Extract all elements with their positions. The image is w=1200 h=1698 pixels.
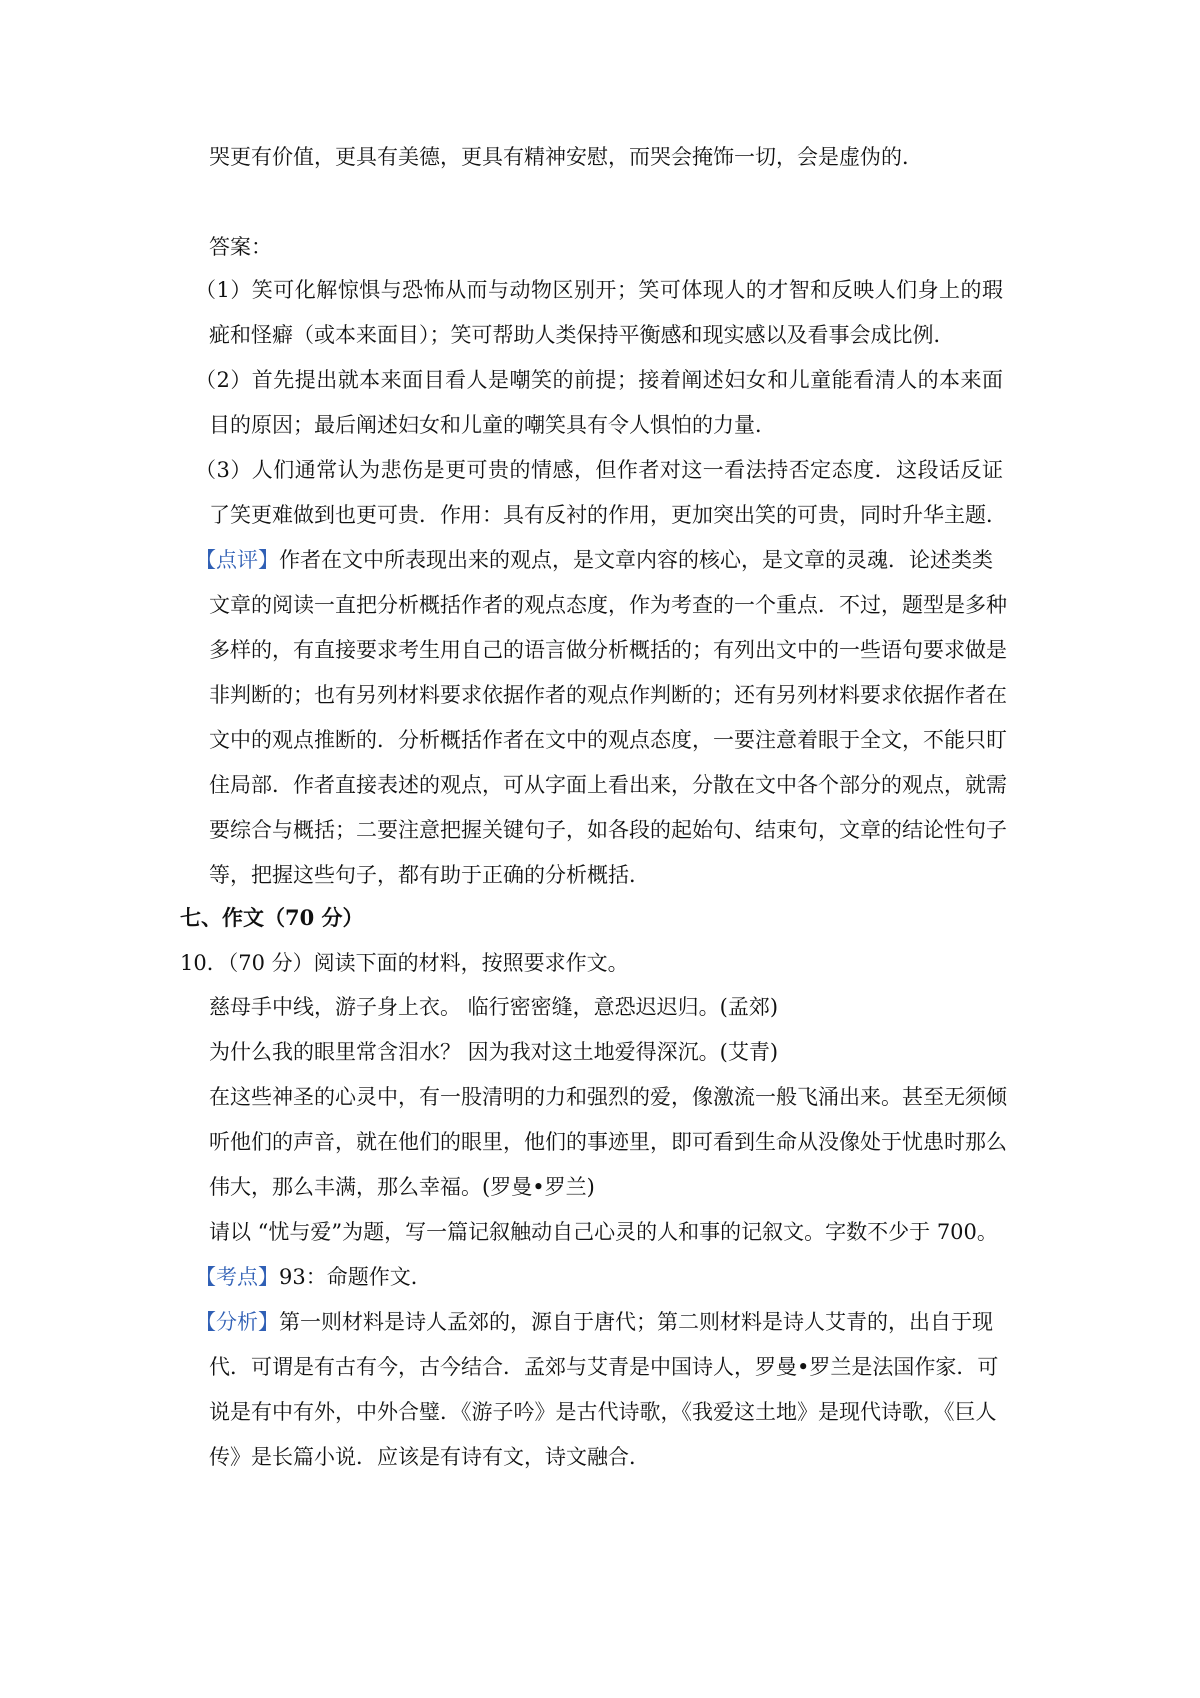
review-paragraph-first-line	[195, 545, 993, 575]
review-line-1: 文章的阅读一直把分析概括作者的观点态度，作为考查的一个重点．不过，题型是多种	[209, 593, 1007, 617]
answer-item-1-line-1: （1）笑可化解惊惧与恐怖从而与动物区别开；笑可体现人的才智和反映人们身上的瑕	[195, 278, 1003, 302]
review-line-6: 要综合与概括；二要注意把握关键句子，如各段的起始句、结束句，文章的结论性句子	[209, 818, 1007, 842]
answer-item-3-line-1: （3）人们通常认为悲伤是更可贵的情感，但作者对这一看法持否定态度．这段话反证	[195, 458, 1003, 482]
quote-ai-qing: 为什么我的眼里常含泪水？ 因为我对这土地爱得深沉。(艾青)	[209, 1040, 779, 1064]
quote-romain-rolland-line-3: 伟大，那么丰满，那么幸福。(罗曼•罗兰)	[209, 1175, 595, 1199]
analysis-line-3: 传》是长篇小说．应该是有诗有文，诗文融合．	[209, 1445, 650, 1469]
analysis-paragraph-first-line	[195, 1307, 993, 1337]
analysis-line-1: 代．可谓是有古有今，古今结合．孟郊与艾青是中国诗人，罗曼•罗兰是法国作家．可	[209, 1355, 999, 1379]
review-tag: 【点评】	[195, 548, 279, 572]
analysis-tag: 【分析】	[195, 1310, 279, 1334]
quote-romain-rolland-line-2: 听他们的声音，就在他们的眼里，他们的事迹里，即可看到生命从没像处于忧患时那么	[209, 1130, 1007, 1154]
answer-item-2-line-1: （2）首先提出就本来面目看人是嘲笑的前提；接着阐述妇女和儿童能看清人的本来面	[195, 368, 1003, 392]
review-line-3: 非判断的；也有另列材料要求依据作者的观点作判断的；还有另列材料要求依据作者在	[209, 683, 1007, 707]
review-line-4: 文中的观点推断的．分析概括作者在文中的观点态度，一要注意着眼于全文，不能只盯	[209, 728, 1007, 752]
analysis-line-2: 说是有中有外，中外合璧．《游子吟》是古代诗歌，《我爱这土地》是现代诗歌，《巨人	[209, 1400, 997, 1424]
review-line-5: 住局部．作者直接表述的观点，可从字面上看出来，分散在文中各个部分的观点，就需	[209, 773, 1007, 797]
quote-meng-jiao: 慈母手中线，游子身上衣。 临行密密缝，意恐迟迟归。(孟郊)	[209, 995, 779, 1019]
question-stem: 10．（70 分）阅读下面的材料，按照要求作文。	[180, 951, 629, 975]
kaodian-line	[195, 1262, 432, 1292]
section-title: 七、作文（70 分）	[180, 905, 364, 930]
answer-item-3-line-2: 了笑更难做到也更可贵．作用：具有反衬的作用，更加突出笑的可贵，同时升华主题．	[209, 503, 1007, 527]
kaodian-text: 93：命题作文．	[279, 1265, 432, 1289]
review-line-2: 多样的，有直接要求考生用自己的语言做分析概括的；有列出文中的一些语句要求做是	[209, 638, 1007, 662]
answer-item-2-line-2: 目的原因；最后阐述妇女和儿童的嘲笑具有令人惧怕的力量．	[209, 413, 776, 437]
analysis-first-text: 第一则材料是诗人孟郊的，源自于唐代；第二则材料是诗人艾青的，出自于现	[279, 1310, 993, 1334]
quote-romain-rolland-line-1: 在这些神圣的心灵中，有一股清明的力和强烈的爱，像激流一般飞涌出来。甚至无须倾	[209, 1085, 1007, 1109]
answer-label: 答案：	[209, 235, 272, 259]
answer-item-1-line-2: 疵和怪癖（或本来面目）；笑可帮助人类保持平衡感和现实感以及看事会成比例．	[209, 323, 955, 347]
intro-line: 哭更有价值，更具有美德，更具有精神安慰，而哭会掩饰一切，会是虚伪的．	[209, 145, 923, 169]
writing-task: 请以 “忧与爱”为题，写一篇记叙触动自己心灵的人和事的记叙文。字数不少于 700。	[209, 1220, 998, 1244]
kaodian-tag: 【考点】	[195, 1265, 279, 1289]
review-first-text: 作者在文中所表现出来的观点，是文章内容的核心，是文章的灵魂．论述类类	[279, 548, 993, 572]
review-line-7: 等，把握这些句子，都有助于正确的分析概括．	[209, 863, 650, 887]
